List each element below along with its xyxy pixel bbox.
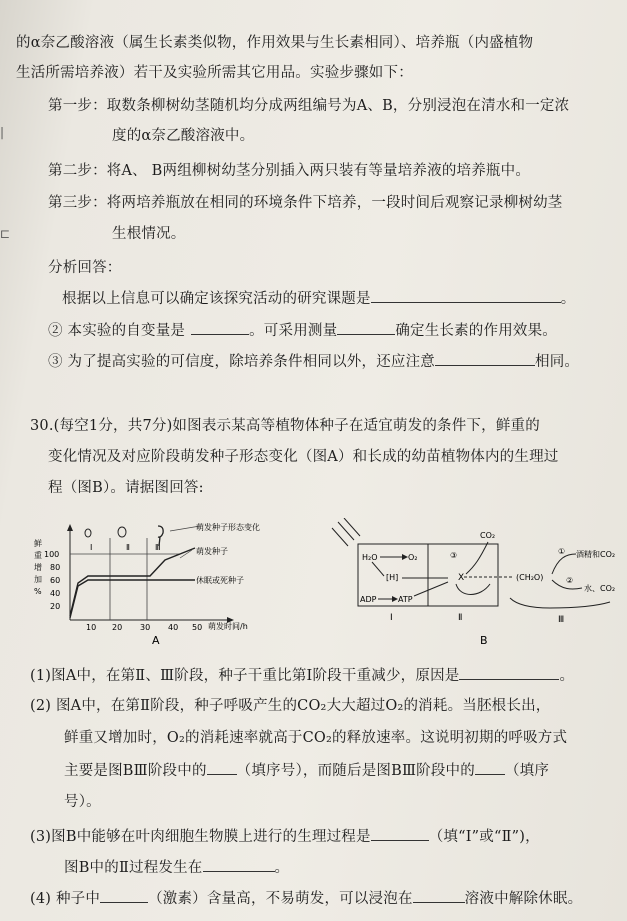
h2o-label: H₂O xyxy=(362,553,378,562)
cycle-arrow xyxy=(456,584,490,595)
x-tick: 30 xyxy=(140,623,151,632)
stage-iii-brace xyxy=(510,598,610,608)
text-line: 分析回答： xyxy=(48,260,122,276)
text-line: 度的α奈乙酸溶液中。 xyxy=(112,128,255,144)
y-label: 增 xyxy=(34,563,42,572)
answer-blank[interactable] xyxy=(413,888,465,903)
margin-mark: ⊏ xyxy=(0,227,11,241)
arrow xyxy=(372,562,384,576)
answer-blank[interactable] xyxy=(371,288,561,303)
q30-stem: 变化情况及对应阶段萌发种子形态变化（图A）和长成的幼苗植物体内的生理过 xyxy=(48,449,559,465)
x-label: X xyxy=(458,573,465,583)
x-tick: 40 xyxy=(168,623,179,632)
sub-question-2: 主要是图BⅢ阶段中的 （填序号），而随后是图BⅢ阶段中的 （填序 xyxy=(64,760,549,781)
sub-question-2: 鲜重又增加时，O₂的消耗速率就高于CO₂的释放速率。这说明初期的呼吸方式 xyxy=(64,730,568,746)
figure-b xyxy=(330,518,620,650)
figure-label: B xyxy=(480,634,488,647)
stage-label: Ⅱ xyxy=(458,613,463,623)
y-label: % xyxy=(34,587,42,596)
text-line: 第一步：取数条柳树幼茎随机均分成两组编号为A、B，分别浸泡在清水和一定浓 xyxy=(48,98,570,114)
stage-label: Ⅲ xyxy=(558,615,565,625)
question-line: ③ 为了提高实验的可信度，除培养条件相同以外，还应注意 相同。 xyxy=(48,351,579,372)
text-line: 生根情况。 xyxy=(112,226,186,242)
q30-stem: 程（图B）。请据图回答: xyxy=(48,480,204,496)
arrow xyxy=(552,554,576,574)
y-tick: 100 xyxy=(44,550,60,559)
arrow xyxy=(414,582,448,596)
atp-label: ATP xyxy=(398,595,413,604)
dormant-seed-curve xyxy=(70,580,195,618)
legend-dormant: 休眠或死种子 xyxy=(196,576,244,585)
co2-label: CO₂ xyxy=(480,531,496,540)
sub-question-2: 号）。 xyxy=(64,794,101,810)
arrow xyxy=(466,542,488,574)
q30-stem: 30.(每空1分，共7分)如图表示某高等植物体种子在适宜萌发的条件下，鲜重的 xyxy=(30,418,540,434)
sub-question-3: 图B中的Ⅱ过程发生在 。 xyxy=(64,857,289,878)
seed-icon xyxy=(118,527,126,537)
y-label: 加 xyxy=(34,575,42,584)
y-label: 重 xyxy=(34,551,42,560)
step-marker: ③ xyxy=(450,551,458,560)
figure-label: A xyxy=(152,634,160,647)
text-line: 第三步：将两培养瓶放在相同的环境条件下培养，一段时间后观察记录柳树幼茎 xyxy=(48,195,563,211)
stage-label: Ⅲ xyxy=(155,543,161,552)
x-tick: 50 xyxy=(192,623,203,632)
answer-blank[interactable] xyxy=(191,320,249,335)
ethanol-label: 酒精和CO₂ xyxy=(576,550,616,559)
x-tick: 10 xyxy=(86,623,97,632)
step-marker: ② xyxy=(566,576,574,585)
answer-blank[interactable] xyxy=(435,351,535,366)
legend-germinating: 萌发种子 xyxy=(196,547,228,556)
sub-question-4: (4) 种子中 （激素）含量高，不易萌发，可以浸泡在 溶液中解除休眠。 xyxy=(30,888,582,909)
arrow-icon xyxy=(67,524,73,531)
y-tick: 40 xyxy=(50,589,61,598)
y-label: 鲜 xyxy=(34,539,42,548)
y-tick: 60 xyxy=(50,576,61,585)
text-line: 生活所需培养液）若干及实验所需其它用品。实验步骤如下： xyxy=(16,65,413,81)
text-line: 第二步：将A、 B两组柳树幼茎分别插入两只装有等量培养液的培养瓶中。 xyxy=(48,163,531,179)
y-tick: 80 xyxy=(50,563,61,572)
margin-mark: | xyxy=(0,125,5,139)
o2-label: O₂ xyxy=(408,553,418,562)
answer-blank[interactable] xyxy=(459,665,559,680)
sub-question-1: (1)图A中，在第Ⅱ、Ⅲ阶段，种子干重比第Ⅰ阶段干重减少，原因是 。 xyxy=(30,665,574,686)
sub-question-3: (3)图B中能够在叶肉细胞生物膜上进行的生理过程是 （填“Ⅰ”或“Ⅱ”)， xyxy=(30,826,540,847)
answer-blank[interactable] xyxy=(371,826,429,841)
legend-morph: 萌发种子形态变化 xyxy=(196,523,260,532)
answer-blank[interactable] xyxy=(337,320,395,335)
figure-a xyxy=(30,508,290,648)
sub-question-2: (2) 图A中，在第Ⅱ阶段，种子呼吸产生的CO₂大大超过O₂的消耗。当胚根长出， xyxy=(30,698,551,714)
answer-blank[interactable] xyxy=(475,760,505,775)
answer-blank[interactable] xyxy=(203,857,275,872)
seed-icon xyxy=(85,529,91,537)
germinating-seed-curve xyxy=(70,548,195,616)
y-tick: 20 xyxy=(50,602,61,611)
step-marker: ① xyxy=(558,547,566,556)
adp-label: ADP xyxy=(360,595,377,604)
answer-blank[interactable] xyxy=(100,888,148,903)
question-line: 根据以上信息可以确定该探究活动的研究课题是 。 xyxy=(62,288,575,309)
water-label: 水、CO₂ xyxy=(584,584,616,593)
question-line: ② 本实验的自变量是 。可采用测量 确定生长素的作用效果。 xyxy=(48,320,557,341)
ch2o-label: (CH₂O) xyxy=(516,573,544,582)
stage-label: Ⅰ xyxy=(90,543,93,552)
answer-blank[interactable] xyxy=(207,760,237,775)
h-label: [H] xyxy=(386,573,399,582)
stage-label: Ⅰ xyxy=(390,613,393,623)
sprout-icon xyxy=(158,526,163,546)
stage-label: Ⅱ xyxy=(126,543,130,552)
x-label: 萌发时间/h xyxy=(208,622,248,631)
x-tick: 20 xyxy=(112,623,123,632)
light-ray xyxy=(344,518,360,536)
text-line: 的α奈乙酸溶液（属生长素类似物，作用效果与生长素相同）、培养瓶（内盛植物 xyxy=(16,35,534,51)
